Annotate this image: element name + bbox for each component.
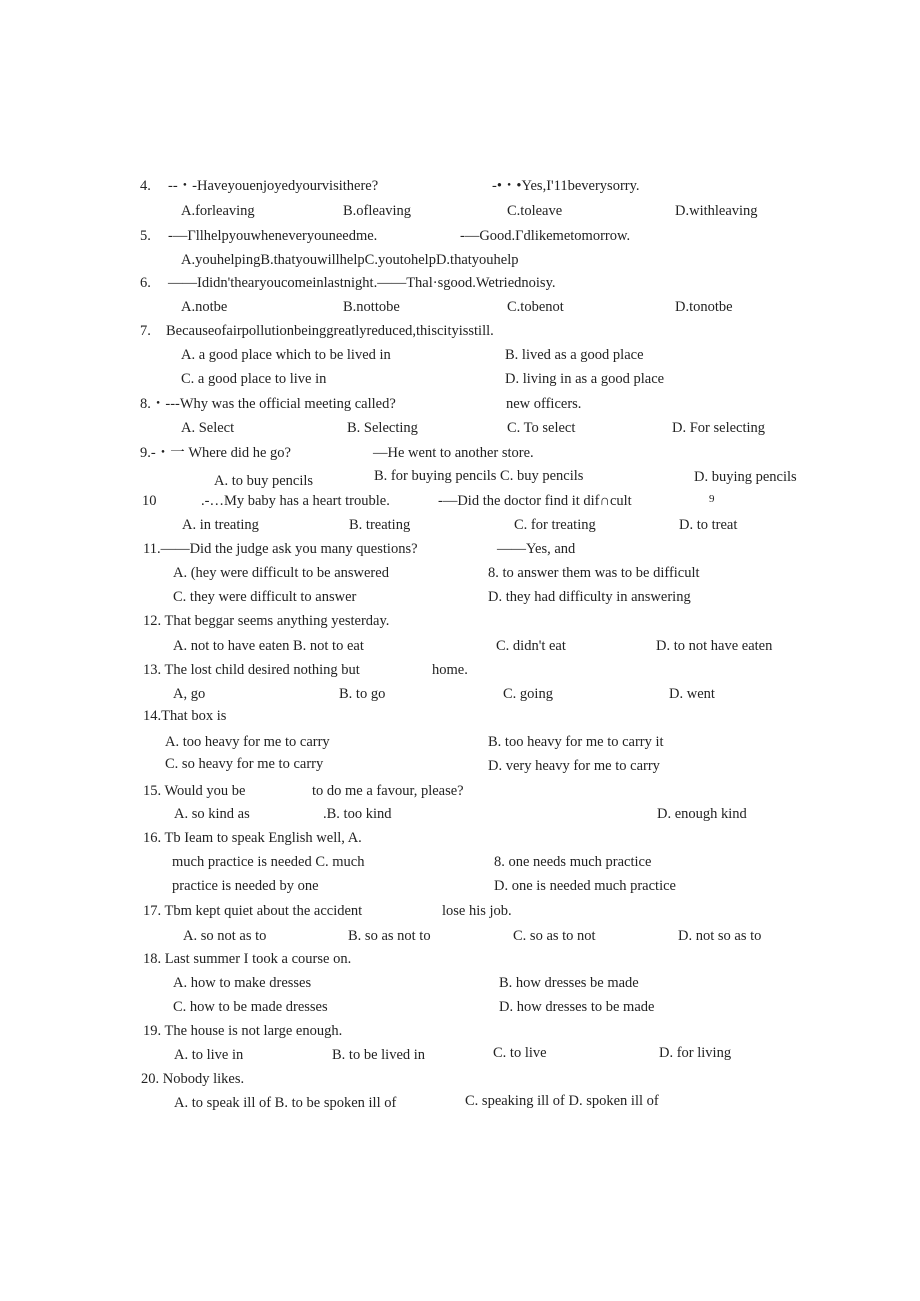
option-d: D. they had difficulty in answering [488,589,691,605]
question-stem: 19. The house is not large enough. [143,1023,343,1039]
option-d: D. buying pencils [694,469,797,485]
option-c: C. going [503,686,553,702]
question-response: -•・•Yes,I'11beverysorry. [492,178,640,194]
option-b: B. to go [339,686,386,702]
option-b: B. so as not to [348,928,431,944]
question-number: 5. [140,228,151,244]
option-a: A. too heavy for me to carry [165,734,330,750]
question-stem: ——Ididn'thearyoucomeinlastnight.——Thal·sgood.Wetriednoisy. [168,275,556,291]
question-stem: 9.-・一 Where did he go? [140,445,291,461]
option-b: B. how dresses be made [499,975,639,991]
option-c: C.toleave [507,203,563,219]
question-stem: 11.——Did the judge ask you many questions? [143,541,418,557]
option-a: A. to live in [174,1047,244,1063]
option-b: B. to be lived in [332,1047,426,1063]
question-stem-end: home. [432,662,468,678]
option-d: D.tonotbe [675,299,733,315]
option-a: A. (hey were difficult to be answered [173,565,389,581]
option-b: 8. one needs much practice [494,854,652,870]
question-stem: 8.・---Why was the official meeting called? [140,396,396,412]
question-stem: 18. Last summer I took a course on. [143,951,352,967]
option-d: D. for living [659,1045,732,1061]
option-c: C. they were difficult to answer [173,589,357,605]
question-stem: 13. The lost child desired nothing but [143,662,360,678]
question-stem: 20. Nobody likes. [141,1071,245,1087]
question-response: —He went to another store. [373,445,534,461]
option-b: B. too heavy for me to carry it [488,734,664,750]
option-a-b: A. to speak ill of B. to be spoken ill of [174,1095,397,1111]
option-c: C. for treating [514,517,596,533]
question-stem: 17. Tbm kept quiet about the accident [143,903,363,919]
option-a: A. so not as to [183,928,267,944]
question-response: -—Good.Γdlikemetomorrow. [460,228,631,244]
question-stem-end: to do me a favour, please? [312,783,464,799]
option-text: practice is needed by one [172,878,319,894]
option-a: A. in treating [182,517,259,533]
option-d: D. enough kind [657,806,747,822]
superscript-mark: 9 [709,493,715,505]
option-text: much practice is needed C. much [172,854,365,870]
option-c: C.tobenot [507,299,564,315]
question-stem: --・-Haveyouenjoyedyourvisithere? [168,178,379,194]
option-b: .B. too kind [323,806,392,822]
option-d: D. how dresses to be made [499,999,655,1015]
option-c: C. how to be made dresses [173,999,328,1015]
option-c: C. to live [493,1045,547,1061]
option-a: A.forleaving [181,203,255,219]
option-b: B. lived as a good place [505,347,644,363]
question-number: 6. [140,275,151,291]
question-number: 4. [140,178,151,194]
option-d: D. one is needed much practice [494,878,676,894]
option-d: D. For selecting [672,420,766,436]
question-number: 7. [140,323,151,339]
question-stem: -—Γllhelpyouwheneveryouneedme. [168,228,378,244]
option-d: D. to not have eaten [656,638,773,654]
options-line: A.youhelpingB.thatyouwillhelpC.youtohelpD.thatyouhelp [181,252,519,268]
option-a: A. a good place which to be lived in [181,347,391,363]
question-number: 10 [142,493,157,509]
option-d: D.withleaving [675,203,758,219]
option-b: B.nottobe [343,299,400,315]
option-c: C. a good place to live in [181,371,327,387]
question-stem: .-…My baby has a heart trouble. [201,493,390,509]
option-c-d: C. speaking ill of D. spoken ill of [465,1093,659,1109]
option-d: D. living in as a good place [505,371,665,387]
option-c: C. To select [507,420,576,436]
option-d: D. not so as to [678,928,762,944]
option-b: 8. to answer them was to be difficult [488,565,700,581]
question-stem-end: lose his job. [442,903,512,919]
option-a: A. to buy pencils [214,473,314,489]
option-a: A, go [173,686,206,702]
question-stem: 14.That box is [143,708,227,724]
option-d: D. went [669,686,715,702]
question-response: new officers. [506,396,582,412]
option-b-c: B. for buying pencils C. buy pencils [374,468,584,484]
question-stem: 16. Tb Ieam to speak English well, A. [143,830,362,846]
option-c: C. so heavy for me to carry [165,756,324,772]
question-stem: 15. Would you be [143,783,246,799]
option-b: B. Selecting [347,420,418,436]
question-response: -—Did the doctor find it dif∩cult [438,493,632,509]
option-d: D. to treat [679,517,738,533]
option-a: A. how to make dresses [173,975,312,991]
option-a: A. so kind as [174,806,250,822]
option-a: A. Select [181,420,235,436]
option-a: A.notbe [181,299,228,315]
option-b: B.ofleaving [343,203,412,219]
option-d: D. very heavy for me to carry [488,758,660,774]
question-stem: 12. That beggar seems anything yesterday. [143,613,390,629]
option-c: C. so as to not [513,928,596,944]
option-b: B. treating [349,517,411,533]
question-response: ——Yes, and [497,541,576,557]
question-stem: Becauseofairpollutionbeinggreatlyreduced,thiscityisstill. [166,323,494,339]
option-c: C. didn't eat [496,638,566,654]
option-a-b: A. not to have eaten B. not to eat [173,638,364,654]
